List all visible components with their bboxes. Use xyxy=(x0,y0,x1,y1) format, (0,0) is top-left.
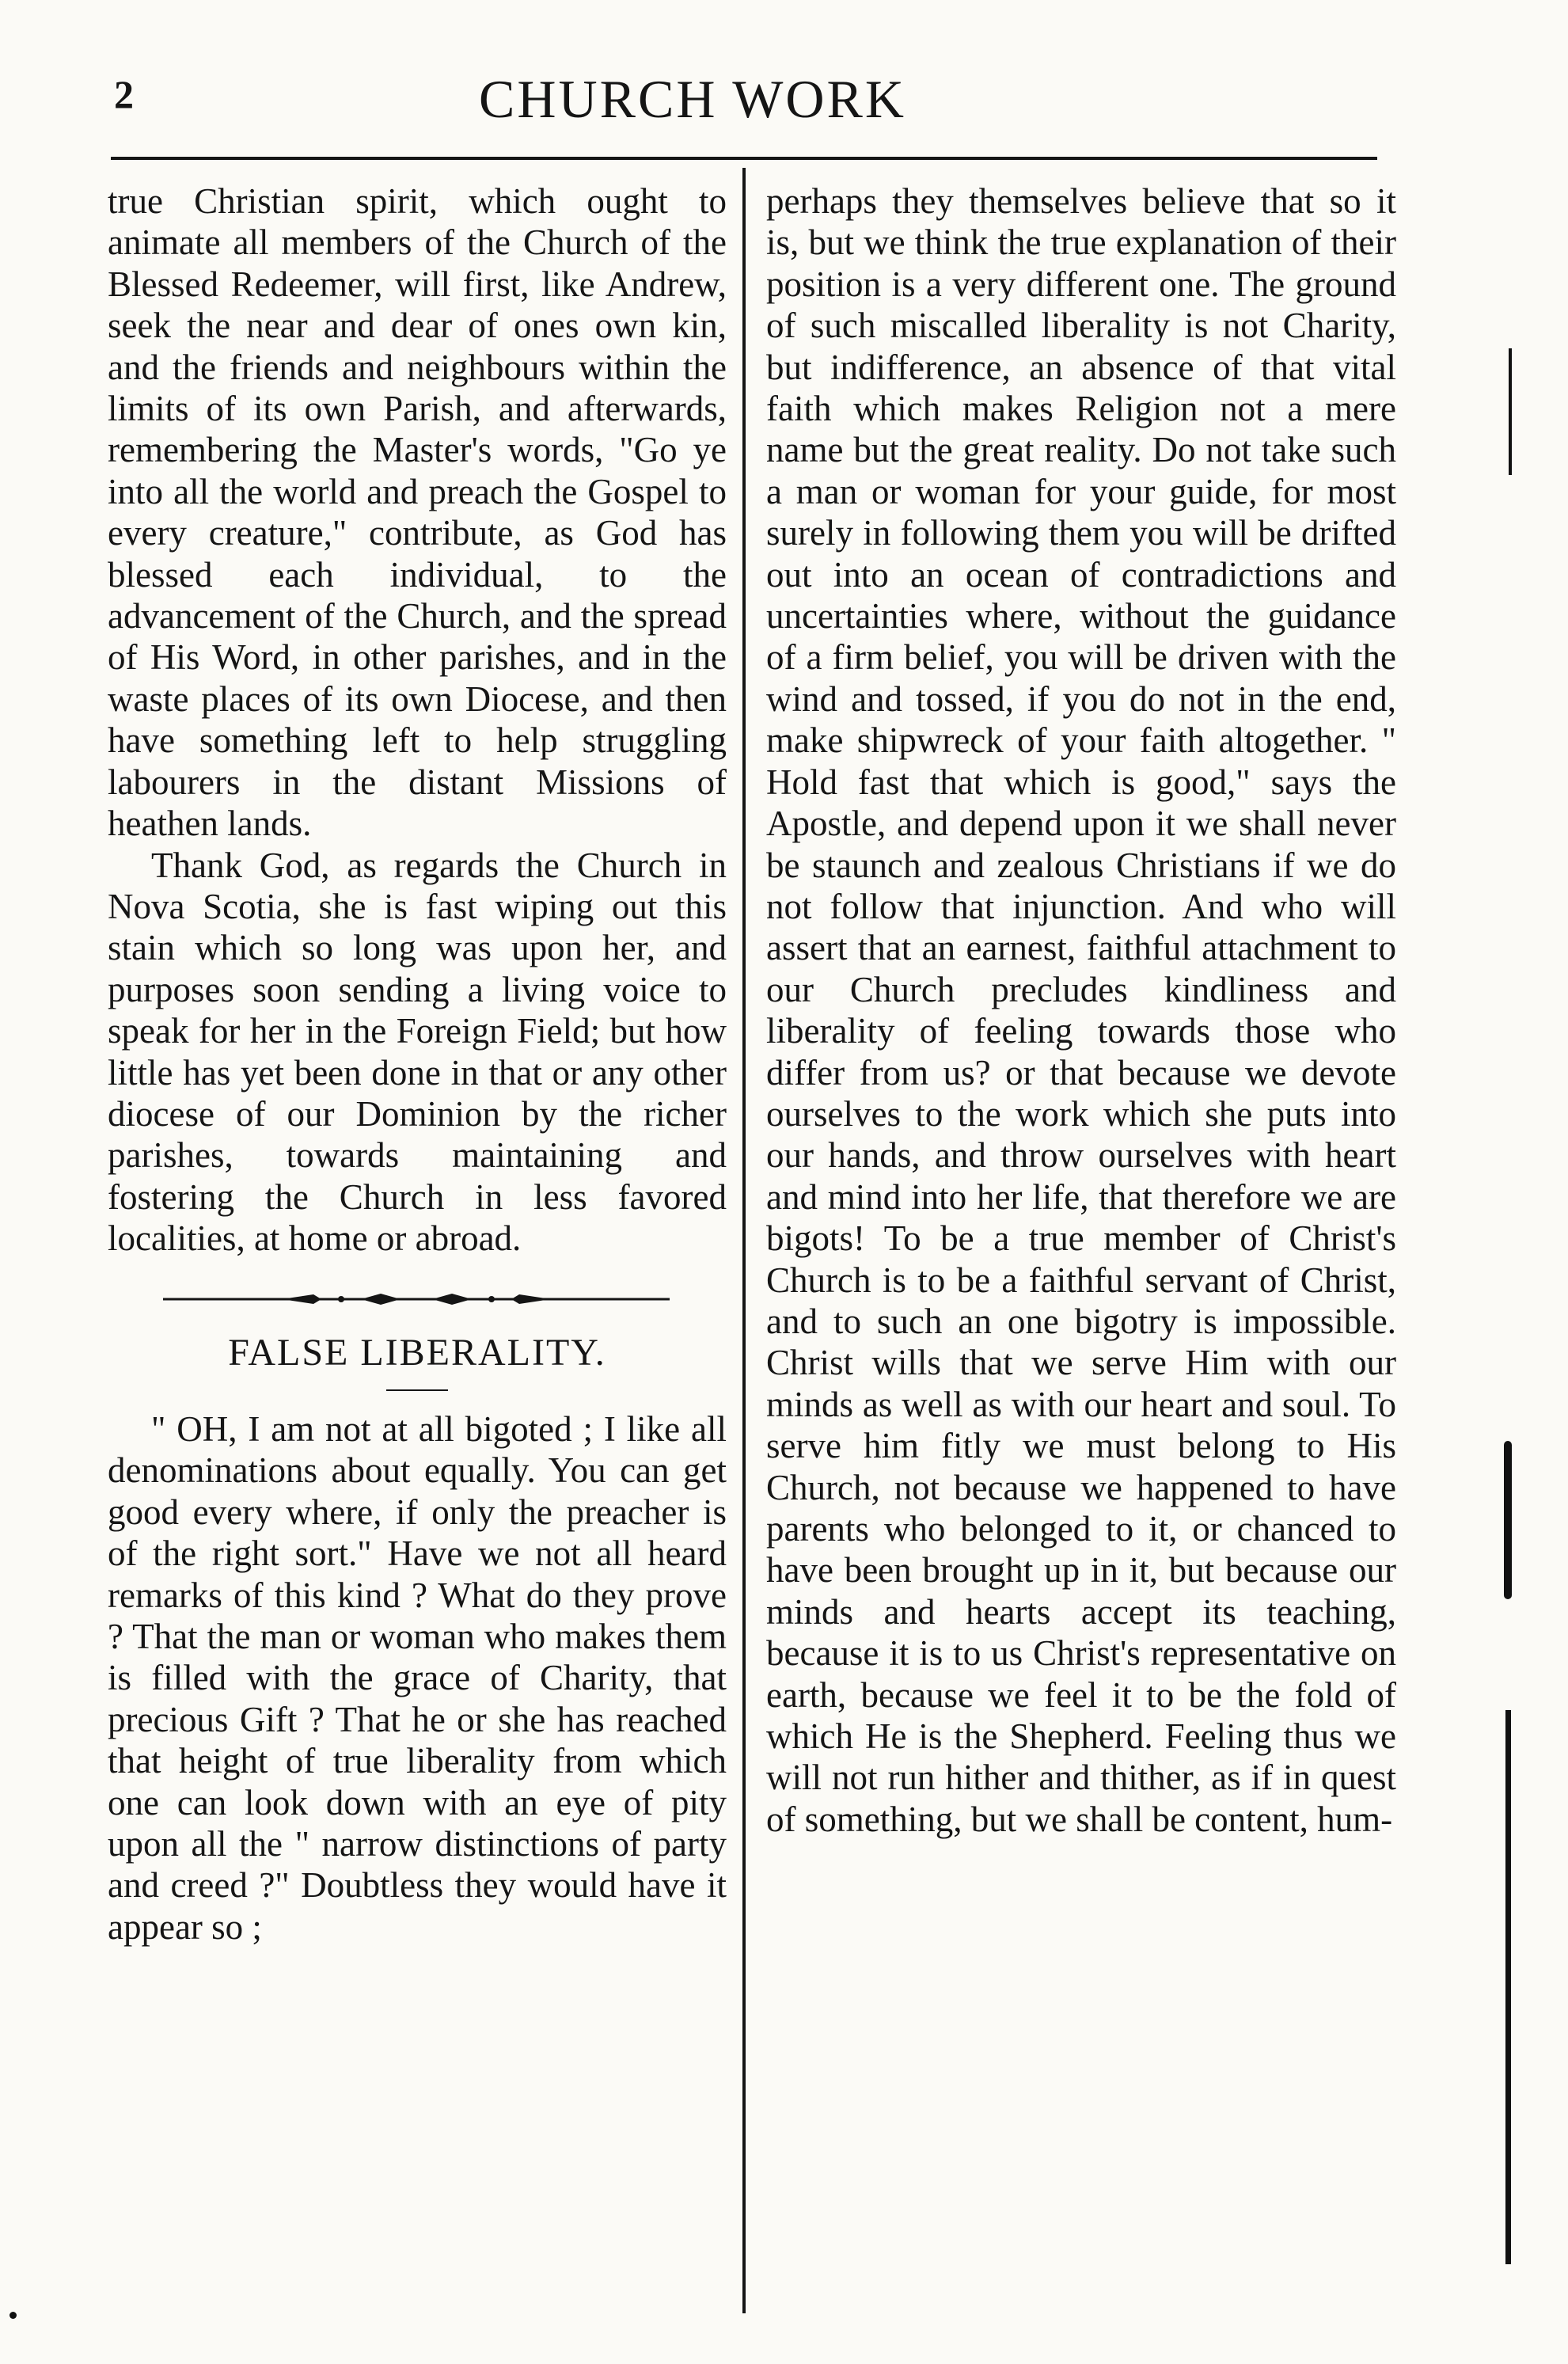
section-title: FALSE LIBERALITY. xyxy=(228,1331,606,1374)
margin-binding-mark xyxy=(1505,1710,1511,2264)
column-divider xyxy=(742,168,746,2313)
left-paragraph-2: Thank God, as regards the Church in Nova Scotia, she is fast wiping out this stain which so long was upon her, and purposes soon sending a living voice to speak for her in the Foreign Field; but how little has yet been done in that or any other diocese of our Dominion by the richer parishes, towards maintaining and fostering the Church in less favored localities, at home or abroad. xyxy=(108,845,727,1259)
right-column xyxy=(766,181,1396,1840)
margin-speck xyxy=(9,2312,17,2319)
title-underline xyxy=(386,1389,448,1391)
running-title: CHURCH WORK xyxy=(479,69,906,129)
margin-binding-mark xyxy=(1504,1441,1512,1599)
section-ornament xyxy=(163,1290,670,1309)
left-paragraph-3: " OH, I am not at all bigoted ; I like all denominations about equally. You can get good every where, if only the preacher is of the right sort." Have we not all heard remarks of this kind ? What do they prove ? That the man or woman who makes them is filled with the grace of Charity, that precious Gift ? That he or she has reached that height of true liberality from which one can look down with an eye of pity upon all the " narrow distinctions of party and creed ?" Doubtless they would have it appear so ; xyxy=(108,1408,727,1947)
margin-binding-mark xyxy=(1509,348,1512,475)
left-column xyxy=(108,181,727,1948)
left-paragraph-1: true Christian spirit, which ought to animate all members of the Church of the Blessed Redeemer, will first, like Andrew, seek the near and dear of ones own kin, and the friends and neighbours within the limits of its own Parish, and afterwards, remembering the Master's words, "Go ye into all the world and preach the Gospel to every creature," contribute, as God has blessed each individual, to the advancement of the Church, and the spread of His Word, in other parishes, and in the waste places of its own Diocese, and then have something left to help struggling labourers in the distant Missions of heathen lands. xyxy=(108,181,727,844)
right-paragraph-1: perhaps they themselves believe that so it is, but we think the true explanation of their position is a very different one. The ground of such miscalled liberality is not Charity, but indifference, an absence of that vital faith which makes Religion not a mere name but the great reality. Do not take such a man or woman for your guide, for most surely in following them you will be drifted out into an ocean of contradictions and uncertainties where, without the guidance of a firm belief, you will be driven with the wind and tossed, if you do not in the end, make shipwreck of your faith altogether. " Hold fast that which is good," says the Apostle, and depend upon it we shall never be staunch and zealous Christians if we do not follow that injunction. And who will assert that an earnest, faithful attachment to our Church precludes kindliness and liberality of feeling towards those who differ from us? or that because we devote ourselves to the work which she puts into our hands, and throw ourselves with heart and mind into her life, that therefore we are bigots! To be a true member of Christ's Church is to be a faithful servant of Christ, and to such an one bigotry is impossible. Christ wills that we serve Him with our minds as well as with our heart and soul. To serve him fitly we must belong to His Church, not because we happened to have parents who belonged to it, or chanced to have been brought up in it, but because our minds and hearts accept its teaching, because it is to us Christ's representative on earth, because we feel it to be the fold of which He is the Shepherd. Feeling thus we will not run hither and thither, as if in quest of something, but we shall be content, hum- xyxy=(766,181,1396,1839)
page-number: 2 xyxy=(114,72,134,116)
header-rule xyxy=(111,157,1377,160)
